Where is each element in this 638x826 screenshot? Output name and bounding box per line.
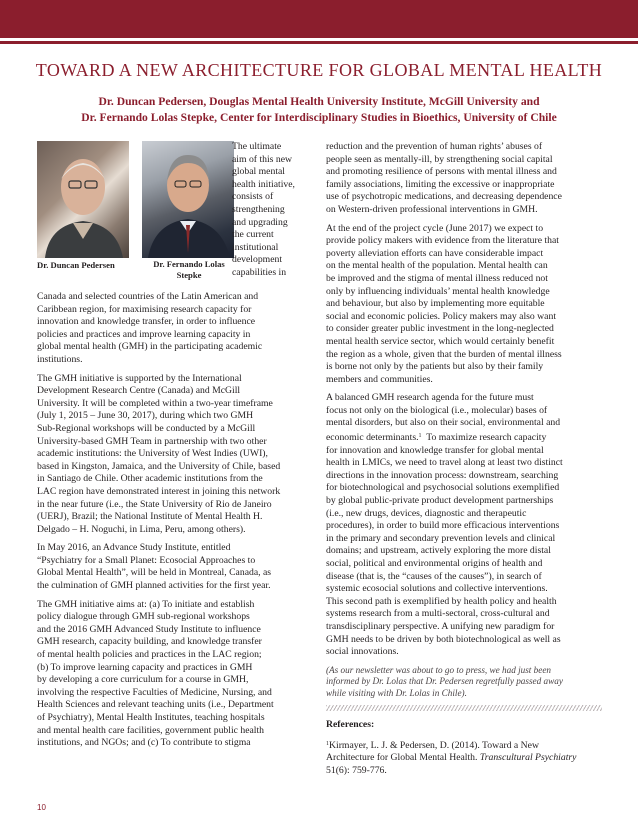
paragraph-left-4: The GMH initiative aims at: (a) To initiate and establish policy dialogue through GMH sub-regional workshops and the 2016 GMH Advanced Study Institute to influence GMH research, capacity building, and knowledge transfer of mental health policies and practices in the LAC region; (b) To improve learning capacity and practices in GMH by developing a core curriculum for a course in GMH, involving the respective Faculties of Medicine, Nursing, and Health Sciences and relevant teaching units (i.e., Department of Psychiatry), Mental Health Institutes, teaching hospitals and mental health care facilities, government public health institutions, and NGOs; and (c) To contribute to stigma	[37, 598, 274, 749]
paragraph-left-1: Canada and selected countries of the Latin American and Caribbean region, for maximising research capacity for innovation and knowledge transfer, in order to influence policies and practices and improve learning capacity in global mental health (GMH) in the participating academic institutions.	[37, 291, 263, 365]
photo-caption-2	[142, 259, 236, 280]
references-heading: References:	[326, 719, 375, 731]
reference-1: $^1$Kirmayer, L. J. & Pedersen, D. (2014). Toward a New Architecture for Global Mental Health. Transcultural Psychiatry 51(6): 759-776.	[326, 739, 577, 777]
paragraph-right-1: reduction and the prevention of human rights’ abuses of people seen as mentally-ill, by strengthening social capital and promoting resilience of persons with mental illness and family associations, limiting the excessive or inappropriate use of psychotropic medications, and decreasing dependence on Western-driven professional interventions in GMH.	[326, 141, 562, 215]
econ-text: economic determinants.	[326, 432, 419, 444]
right-column	[326, 141, 602, 778]
header-rule	[0, 41, 638, 44]
portrait-2-icon	[142, 141, 234, 258]
caption-2-line-2: Stepke	[176, 269, 202, 280]
author-byline	[0, 94, 638, 126]
editor-note: (As our newsletter was about to go to press, we had just been informed by Dr. Lolas that Dr. Pedersen regretfully passed away while visiting with Dr. Lolas in Chile).	[326, 664, 563, 698]
hatched-divider	[326, 705, 602, 711]
photo-caption-1: Dr. Duncan Pedersen	[37, 260, 115, 270]
paragraph-left-2: The GMH initiative is supported by the International Development Research Centre (Canada) and McGill University. It will be completed within a two-year timeframe (July 1, 2015 – June 30, 2017), during which two GMH Sub-Regional workshops will be conducted by a McGill University-based GMH Team in partnership with two other academic institutions: the University of West Indies (UWI), based in Kingston, Jamaica, and the University of Chile, based in Santiago de Chile. Other academic institutions from the LAC region have demonstrated interest in joining this network in the near future (i.e., the State University of Rio de Janeiro (UERJ), Brazil; the National Institute of Mental Health H. Delgado – H. Noguchi, in Lima, Peru, among others).	[37, 372, 281, 535]
paragraph-right-3: A balanced GMH research agenda for the future must focus not only on the biological (i.e., molecular) bases of mental disorders, but also on their social, environmental and economic determinants.$^1$ To maximize research capacity for innovation and knowledge transfer for global mental health in LMICs, we need to travel along at least two distinct directions in the innovation process: downstream, searching for biotechnological and psychosocial solutions exemplified by global public-private product development partnerships (i.e., new drugs, devices, diagnostic and therapeutic procedures), in order to build more efficacious interventions in the primary and secondary prevention levels and clinical domains; and upstream, actively exploring the more distal social, political and environmental origins of health and disease (that is, the “causes of the causes”), in search of systemic ecosocial solutions and collective interventions. This second path is exemplified by health policy and health systems research from a multi-sectoral, cross-cultural and transdisciplinary perspective. A unifying new paradigm for GMH needs to be driven by both biotechnological as well as social innovations.	[326, 392, 563, 658]
photo-duncan-pedersen	[37, 141, 129, 258]
page-number: 10	[37, 803, 46, 812]
left-column	[37, 141, 313, 756]
journal-title: Transcultural Psychiatry	[479, 752, 577, 764]
intro-text: The ultimate aim of this new global mental health initiative, consists of strengthening and upgrading the current institutional development capabilities in	[232, 141, 295, 278]
author-line-1: Dr. Duncan Pedersen, Douglas Mental Health University Institute, McGill University and	[98, 95, 540, 108]
article-title: TOWARD A NEW ARCHITECTURE FOR GLOBAL MENTAL HEALTH	[35, 60, 603, 80]
paragraph-left-3: In May 2016, an Advance Study Institute, entitled “Psychiatry for a Small Planet: Ecosocial Approaches to Global Mental Health”, will be held in Montreal, Canada, as the culmination of GMH planned activities for the first year.	[37, 542, 272, 592]
author-photos	[37, 141, 313, 291]
header-band	[0, 0, 638, 38]
caption-2-line-1: Dr. Fernando Lolas	[153, 259, 225, 269]
paragraph-right-2: At the end of the project cycle (June 2017) we expect to provide policy makers with evidence from the literature that poverty alleviation efforts can have considerable impact on the mental health of the population. Mental health can be improved and the stigma of mental illness reduced not only by influencing individuals’ mental health knowledge and behaviour, but also by implementing more equitable social and economic policies. Policy makers may also want to consider greater public investment in the long-neglected mental health service sector, which would certainly benefit the region as a whole, given that the burden of mental illness is borne not only by the patients but also by their family members and communities.	[326, 222, 562, 385]
photo-fernando-lolas-stepke	[142, 141, 234, 258]
author-line-2: Dr. Fernando Lolas Stepke, Center for Interdisciplinary Studies in Bioethics, University of Chile	[81, 111, 557, 124]
portrait-1-icon	[37, 141, 129, 258]
footnote-marker: 1	[418, 433, 422, 440]
